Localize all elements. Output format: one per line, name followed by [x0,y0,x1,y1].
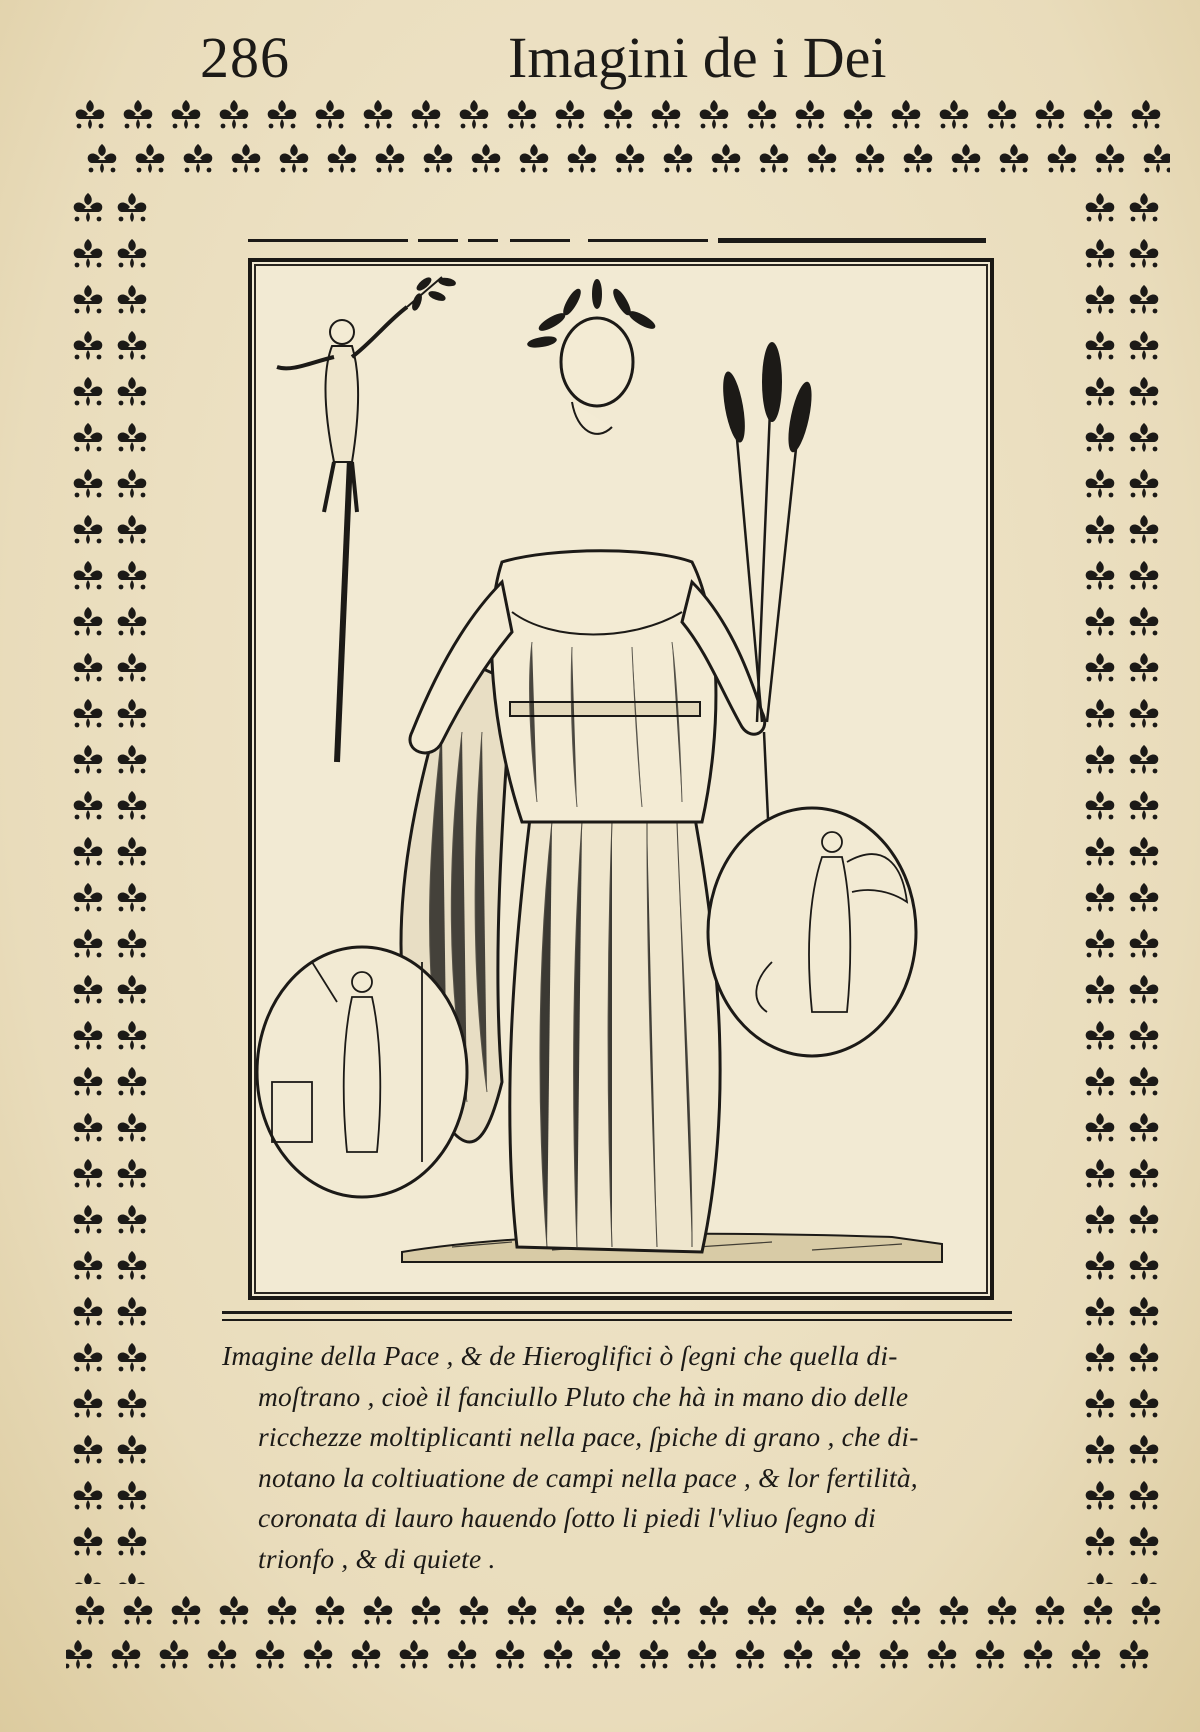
caption-line: Imagine della Pace , & de Hieroglifici ò ſegni che quella di- [222,1340,898,1371]
top-rule [248,238,986,244]
caption-line: ricchezze moltiplicanti nella pace, ſpiche di grano , che di- [258,1421,919,1452]
caption-line: notano la coltiuatione de campi nella pace , & lor fertilità, [258,1461,918,1493]
page-header [0,16,1200,96]
illustration-caption [222,1336,1022,1579]
caption-line: trionfo , & di quiete . [258,1542,496,1574]
page-number: 286 [200,25,290,90]
running-head: Imagini de i Dei [508,25,887,90]
caption-line: coronata di lauro hauendo ſotto li piedi l'vliuo ſegno di [258,1502,876,1533]
caption-rule [222,1310,1012,1324]
peace-figure-woodcut [252,262,990,1296]
caption-line: moſtrano , cioè il fanciullo Pluto che hà in mano dio delle [258,1380,909,1412]
woodcut-illustration [248,258,994,1300]
